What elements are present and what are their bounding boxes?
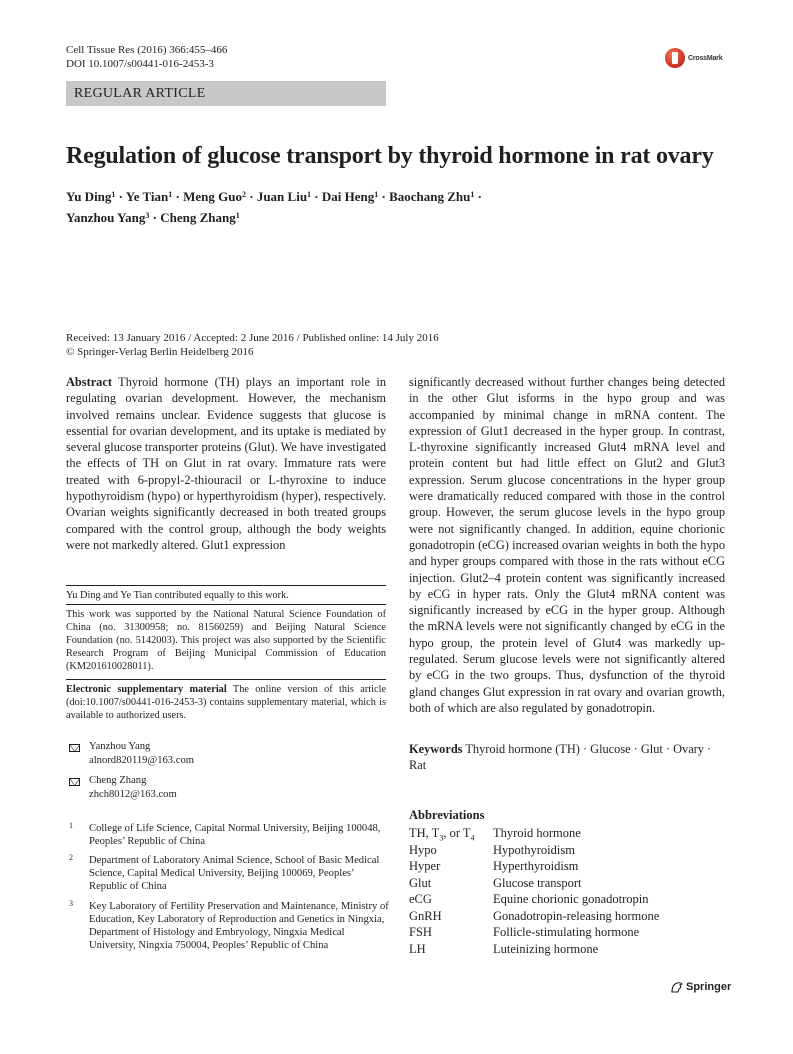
abbreviation-term: FSH <box>409 925 432 939</box>
footnote-divider <box>66 679 386 680</box>
crossmark-badge[interactable] <box>665 46 735 70</box>
envelope-icon <box>69 778 80 786</box>
abbreviation-term: eCG <box>409 892 432 906</box>
article-title: Regulation of glucose transport by thyroid hormone in rat ovary <box>66 143 714 169</box>
copyright-notice: © Springer-Verlag Berlin Heidelberg 2016 <box>66 346 254 358</box>
esm-label: Electronic supplementary material <box>66 684 227 695</box>
abstract-label: Abstract <box>66 375 112 389</box>
publication-dates: Received: 13 January 2016 / Accepted: 2 June 2016 / Published online: 14 July 2016 <box>66 332 439 344</box>
abbreviation-term: Hypo <box>409 842 437 857</box>
abbreviation-term: LH <box>409 941 426 956</box>
keywords-label: Keywords <box>409 742 463 756</box>
supplementary-material-note <box>66 683 386 722</box>
abbreviation-definition: Gonadotropin-releasing hormone <box>493 908 660 923</box>
abbreviation-term: Hyper <box>409 859 441 873</box>
abbreviation-definition: Hyperthyroidism <box>493 859 579 873</box>
abstract-right-column: significantly decreased without further changes being detected in the other Glut isforms in the hypo group and was accompanied by minimal change in mRNA content. The expression of Glut1 decreased in the hyper group. In contrast, L-thyroxine significantly increased Glut4 mRNA level and protein content but had little effect on Glut2 and Glut3 expression. Serum glucose concentrations in the hyper group were dramatically reduced compared with those in the control group. However, the serum glucose levels in the hypo group were not significantly changed. In addition, equine chorionic gonadotropin (eCG) increased ovarian weights in both the hypo and hyper groups compared with those in the rats without eCG injection. Glut2–4 protein content was significantly increased by eCG in hyper rats. Only the Glut4 mRNA content was significantly increased by eCG in the hyper group. Although the mRNA levels were not significantly changed by eCG in the hypo group, the protein level of Glut4 was markedly up-regulated. Serum glucose levels were not significantly altered by eCG in the two groups. Thus, dysfunction of the thyroid gland changes Glut expression in rat ovary and ovarian growth, both of which are also regulated by gonadotropin. <box>409 375 725 715</box>
springer-logo <box>670 981 731 993</box>
abbreviation-definition: Hypothyroidism <box>493 842 575 857</box>
correspondent-name: Cheng Zhang <box>89 775 147 786</box>
crossmark-label: CrossMark <box>688 54 723 62</box>
affiliation-number: 1 <box>69 821 73 830</box>
doi[interactable]: DOI 10.1007/s00441-016-2453-3 <box>66 58 214 70</box>
crossmark-icon <box>665 48 685 68</box>
equal-contribution-note: Yu Ding and Ye Tian contributed equally to this work. <box>66 590 289 601</box>
affiliation-text: Department of Laboratory Animal Science, School of Basic Medical Science, Capital Medical University, Beijing 100069, Peoples’ Republic of China <box>89 855 380 892</box>
abbreviation-definition: Follicle-stimulating hormone <box>493 925 640 939</box>
abbreviation-definition: Luteinizing hormone <box>493 941 599 956</box>
funding-note: This work was supported by the National Natural Science Foundation of China (no. 31300958; no. 81560259) and Beijing Natural Science Foundation (no. 5142003). This project was also supported by the Scientific Research Program of Beijing Municipal Commission of Education (KM201610028011). <box>66 609 386 672</box>
keywords-text: Thyroid hormone (TH) · Glucose · Glut · Ovary · Rat <box>409 742 712 773</box>
correspondent-name: Yanzhou Yang <box>89 741 151 752</box>
abbreviations-heading: Abbreviations <box>409 808 485 822</box>
keywords <box>409 741 725 774</box>
affiliation-number: 2 <box>69 853 73 862</box>
publisher-name: Springer <box>686 981 732 993</box>
author-list: Yu Ding$^1$ · Ye Tian$^1$ · Meng Guo$^2$ · Juan Liu$^1$ · Dai Heng$^1$ · Baochang Zhu$^1$ · Yanzhou Yang$^3$ · Cheng Zhang$^1$ <box>66 189 482 225</box>
affiliation-text: Key Laboratory of Fertility Preservation and Maintenance, Ministry of Education, Key Laboratory of Reproduction and Genetics in Ningxia, Department of Histology and Embryology, Ningxia Medical University, Ningxia 750004, Peoples’ Republic of China <box>89 901 389 951</box>
esm-text: The online version of this article (doi:10.1007/s00441-016-2453-3) contains supplementary material, which is available to authorized users. <box>66 684 387 721</box>
abbreviation-definition: Glucose transport <box>493 875 582 890</box>
affiliation-text: College of Life Science, Capital Normal University, Beijing 100048, Peoples’ Republic of China <box>89 823 381 847</box>
correspondent-email[interactable]: alnord820119@163.com <box>89 755 194 766</box>
article-type-banner: REGULAR ARTICLE <box>66 81 386 106</box>
envelope-icon <box>69 744 80 752</box>
abbreviation-definition: Thyroid hormone <box>493 826 581 840</box>
journal-citation: Cell Tissue Res (2016) 366:455–466 <box>66 44 228 56</box>
affiliation-number: 3 <box>69 899 73 908</box>
abbreviation-term: Glut <box>409 875 432 890</box>
abbreviation-term: TH, $T_3$, or $T_4$ <box>409 826 475 843</box>
abstract-left-column <box>66 374 386 553</box>
correspondent-email[interactable]: zhch8012@163.com <box>89 789 177 800</box>
springer-horse-icon <box>670 981 684 993</box>
footnote-divider <box>66 604 386 605</box>
abstract-text-part1: Thyroid hormone (TH) plays an important role in regulating ovarian development. However, the mechanism involved remains unclear. Evidence suggests that glucose is essential for ovarian development, and its uptake is mediated by several glucose transporter proteins (Glut). We have investigated the effects of TH on Glut in rat ovary. Immature rats were treated with 6-propyl-2-thiouracil or L-thyroxine to induce hypothyroidism (hypo) or hyperthyroidism (hyper), respectively. Ovarian weights significantly decreased in both treated groups compared with the control group, although the body weights were not markedly altered. Glut1 expression <box>66 375 386 552</box>
footnote-divider <box>66 585 386 586</box>
abbreviation-definition: Equine chorionic gonadotropin <box>493 892 649 906</box>
abbreviation-term: GnRH <box>409 908 442 923</box>
